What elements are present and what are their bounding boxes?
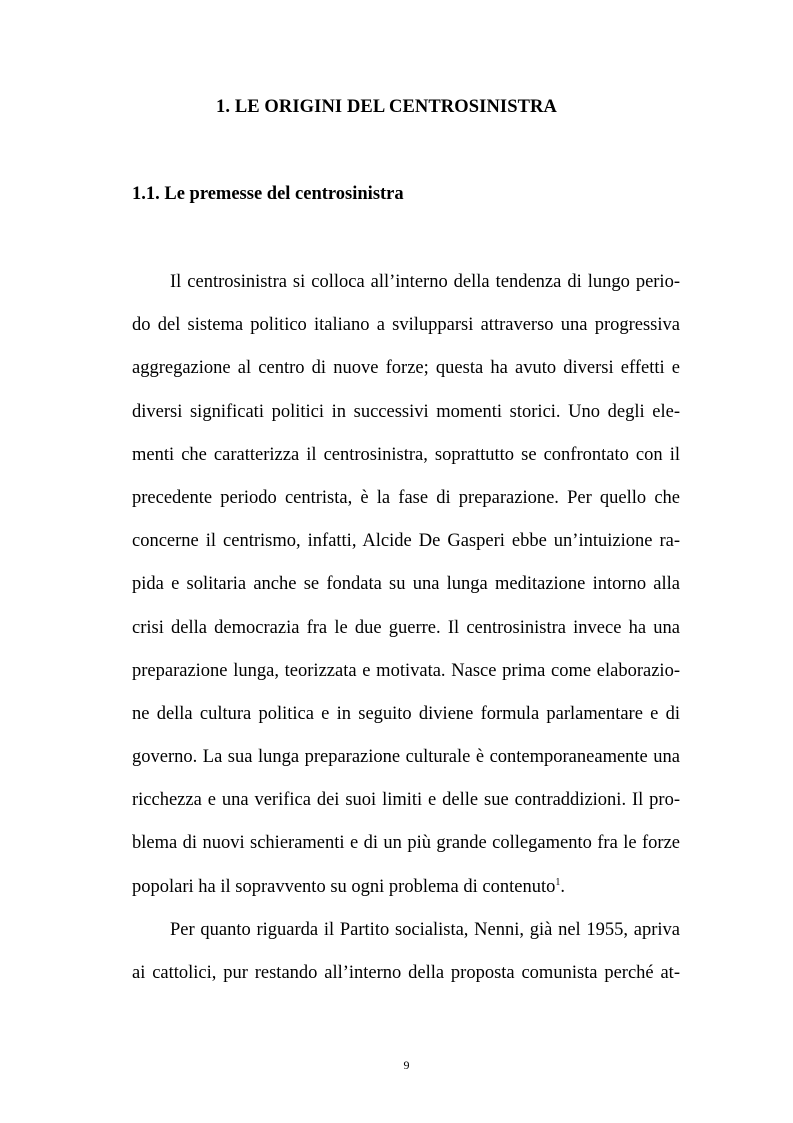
paragraph (132, 264, 680, 912)
text-line (132, 869, 680, 912)
text-line: do del sistema politico italiano a svilupparsi attraverso una progressiva (132, 315, 680, 336)
text-line: Il centrosinistra si colloca all’interno della tendenza di lungo perio- (170, 272, 680, 292)
text-line: governo. La sua lunga preparazione culturale è contemporaneamente una (132, 747, 680, 768)
page-number: 9 (403, 1058, 410, 1072)
footnote-reference[interactable]: 1 (555, 876, 561, 888)
text-line: concerne il centrismo, infatti, Alcide De Gasperi ebbe un’intuizione ra- (132, 531, 680, 552)
text-line: ai cattolici, pur restando all’interno della proposta comunista perché at- (132, 963, 680, 983)
text-line: blema di nuovi schieramenti e di un più grande collegamento fra le forze (132, 833, 680, 854)
paragraph (132, 912, 680, 998)
text-line: crisi della democrazia fra le due guerre. Il centrosinistra invece ha una (132, 617, 680, 638)
text-line: aggregazione al centro di nuove forze; questa ha avuto diversi effetti e (132, 358, 680, 379)
text-line: precedente periodo centrista, è la fase di preparazione. Per quello che (132, 487, 680, 508)
text-line: pida e solitaria anche se fondata su una lunga meditazione intorno alla (132, 574, 680, 595)
section-title: 1.1. Le premesse del centrosinistra (132, 184, 404, 204)
body-text (132, 264, 680, 998)
text-line: diversi significati politici in successivi momenti storici. Uno degli ele- (132, 401, 680, 422)
chapter-title: 1. LE ORIGINI DEL CENTROSINISTRA (216, 97, 557, 117)
text-line: preparazione lunga, teorizzata e motivata. Nasce prima come elaborazio- (132, 660, 680, 681)
text-line-content: popolari ha il sopravvento su ogni problema di contenuto (132, 876, 556, 897)
text-line: ricchezza e una verifica dei suoi limiti e delle sue contraddizioni. Il pro- (132, 790, 680, 811)
text-line: menti che caratterizza il centrosinistra, soprattutto se confrontato con il (132, 444, 680, 465)
text-line: Per quanto riguarda il Partito socialista, Nenni, già nel 1955, apriva (170, 919, 680, 940)
sentence-end: . (560, 876, 565, 897)
text-line: ne della cultura politica e in seguito diviene formula parlamentare e di (132, 703, 680, 724)
